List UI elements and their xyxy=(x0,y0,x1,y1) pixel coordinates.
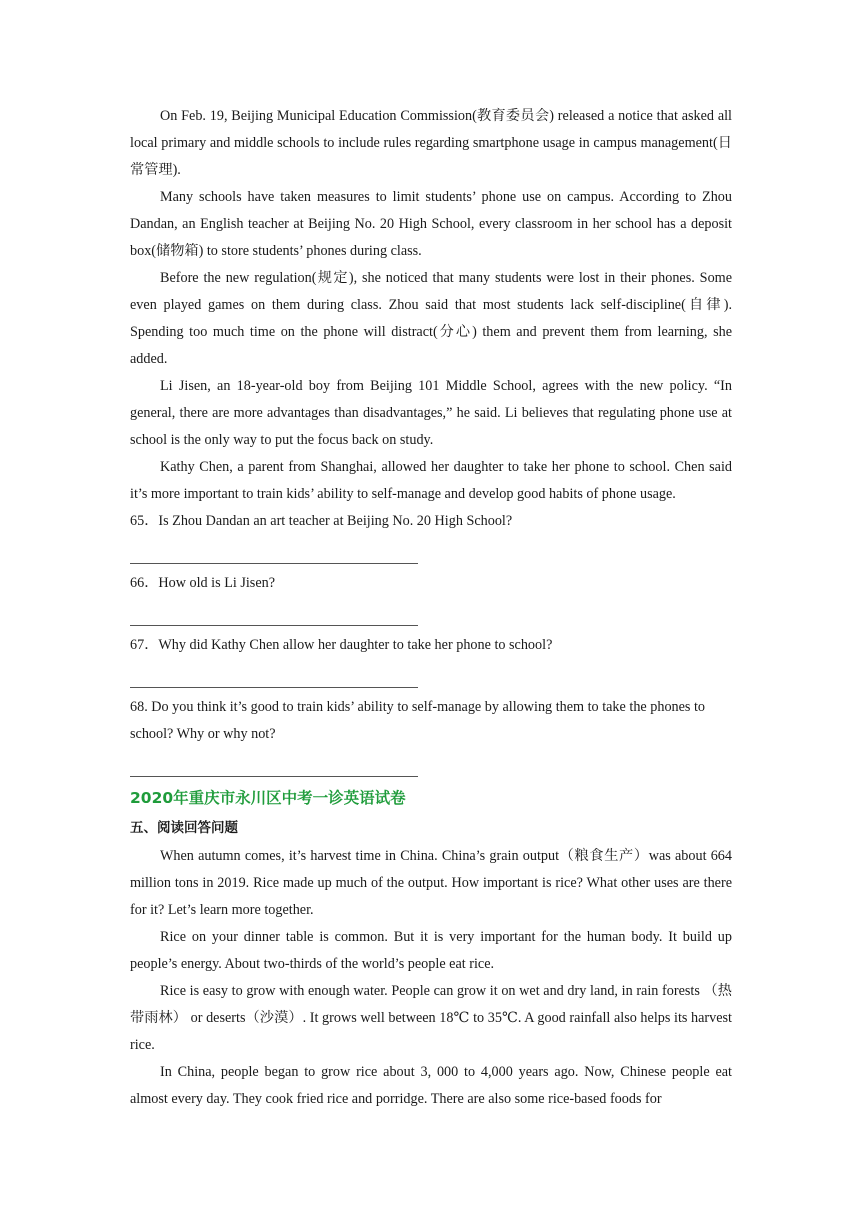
answer-line-66 xyxy=(130,625,418,626)
question-67: 67．Why did Kathy Chen allow her daughter to take her phone to school? xyxy=(130,637,553,653)
passage1-paragraph-3: Before the new regulation(规定), she noticed that many students were lost in their phones. Some even played games on them during class. Zhou said that most students lack self-discipline(自律). Spending too much time on the phone will distract(分心) them and prevent them from learning, she added. xyxy=(130,270,732,367)
answer-line-65 xyxy=(130,563,418,564)
passage2-paragraph-4: In China, people began to grow rice about 3, 000 to 4,000 years ago. Now, Chinese people eat almost every day. They cook fried rice and porridge. There are also some rice-based foods for xyxy=(130,1064,732,1107)
question-65: 65．Is Zhou Dandan an art teacher at Beijing No. 20 High School? xyxy=(130,513,513,529)
question-68: 68. Do you think it’s good to train kids’ ability to self-manage by allowing them to take the phones to school? Why or why not? xyxy=(130,699,706,742)
answer-line-67 xyxy=(130,687,418,688)
answer-line-68 xyxy=(130,776,418,777)
passage1-paragraph-2: Many schools have taken measures to limit students’ phone use on campus. According to Zhou Dandan, an English teacher at Beijing No. 20 High School, every classroom in her school has a deposit box(储物箱) to store students’ phones during class. xyxy=(130,189,732,259)
section-subtitle: 五、阅读回答问题 xyxy=(130,820,238,836)
passage1-paragraph-4: Li Jisen, an 18-year-old boy from Beijing 101 Middle School, agrees with the new policy. “In general, there are more advantages than disadvantages,” he said. Li believes that regulating phone use at school is the only way to put the focus back on study. xyxy=(130,378,732,448)
document-content xyxy=(130,103,732,1113)
question-66: 66．How old is Li Jisen? xyxy=(130,575,276,591)
passage2-paragraph-2: Rice on your dinner table is common. But it is very important for the human body. It build up people’s energy. About two-thirds of the world’s people eat rice. xyxy=(130,929,732,972)
passage2-paragraph-1: When autumn comes, it’s harvest time in China. China’s grain output（粮食生产）was about 664 million tons in 2019. Rice made up much of the output. How important is rice? What other uses are there for it? Let’s learn more together. xyxy=(130,848,732,918)
passage1-paragraph-1: On Feb. 19, Beijing Municipal Education Commission(教育委员会) released a notice that asked all local primary and middle schools to include rules regarding smartphone usage in campus management(日常管理). xyxy=(130,108,732,178)
passage1-paragraph-5: Kathy Chen, a parent from Shanghai, allowed her daughter to take her phone to school. Chen said it’s more important to train kids’ ability to self-manage and develop good habits of phone usage. xyxy=(130,459,732,502)
passage2-paragraph-3: Rice is easy to grow with enough water. People can grow it on wet and dry land, in rain forests （热带雨林） or deserts（沙漠）. It grows well between 18℃ to 35℃. A good rainfall also helps its harvest rice. xyxy=(130,983,732,1053)
section-title: 2020年重庆市永川区中考一诊英语试卷 xyxy=(130,789,406,807)
